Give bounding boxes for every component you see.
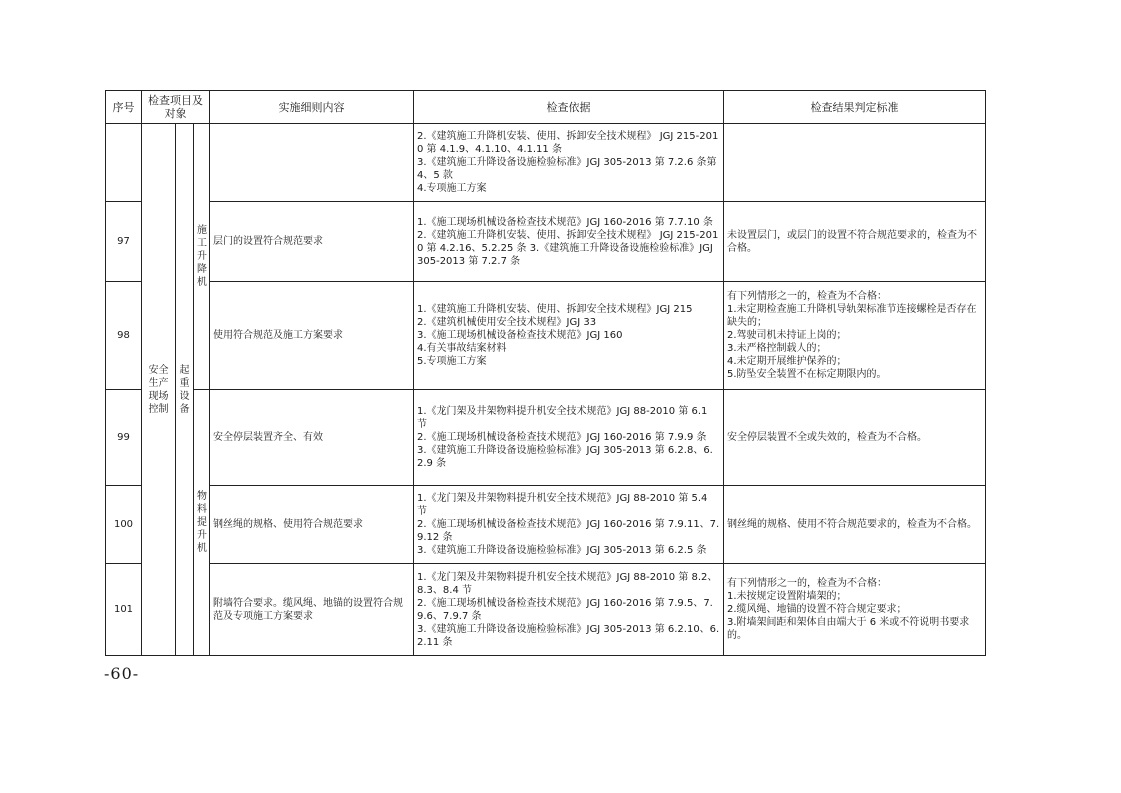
standard-line: 有下列情形之一的，检查为不合格： bbox=[727, 578, 887, 589]
standard-cell bbox=[724, 564, 986, 656]
equipment-cell: 起重设备 bbox=[176, 124, 194, 656]
basis-cell bbox=[414, 564, 724, 656]
basis-line: 3.《建筑施工升降设备设施检验标准》JGJ 305-2013 第 6.2.8、6.2.9 条 bbox=[417, 445, 713, 469]
detail-cell: 安全停层装置齐全、有效 bbox=[210, 390, 414, 486]
row-number bbox=[106, 124, 142, 202]
basis-line: 1.《施工现场机械设备检查技术规范》JGJ 160-2016 第 7.7.10 条 bbox=[417, 216, 713, 228]
standard-line: 5.防坠安全装置不在标定期限内的。 bbox=[727, 369, 887, 380]
header-seq: 序号 bbox=[106, 91, 142, 124]
inspection-table bbox=[105, 90, 986, 656]
basis-line: 1.《龙门架及井架物料提升机安全技术规范》JGJ 88-2010 第 8.2、8.3、8.4 节 bbox=[417, 571, 718, 596]
header-basis: 检查依据 bbox=[414, 91, 724, 124]
basis-line: 2.《施工现场机械设备检查技术规范》JGJ 160-2016 第 7.9.5、7.9.6、7.9.7 条 bbox=[417, 597, 713, 622]
material-hoist-cell: 物料提升机 bbox=[194, 390, 210, 656]
standard-line: 2.驾驶司机未持证上岗的； bbox=[727, 330, 847, 341]
table-row bbox=[106, 202, 986, 282]
standard-line: 3.未严格控制载人的； bbox=[727, 343, 827, 354]
standard-cell bbox=[724, 390, 986, 486]
header-detail: 实施细则内容 bbox=[210, 91, 414, 124]
standard-line: 2.缆风绳、地锚的设置不符合规定要求； bbox=[727, 604, 907, 615]
standard-cell bbox=[724, 486, 986, 564]
standard-line: 钢丝绳的规格、使用不符合规范要求的，检查为不合格。 bbox=[727, 519, 977, 530]
standard-line: 有下列情形之一的，检查为不合格： bbox=[727, 291, 887, 302]
basis-line: 1.《龙门架及井架物料提升机安全技术规范》JGJ 88-2010 第 6.1 节 bbox=[417, 406, 708, 430]
basis-cell bbox=[414, 486, 724, 564]
standard-cell bbox=[724, 124, 986, 202]
header-standard: 检查结果判定标准 bbox=[724, 91, 986, 124]
basis-line: 2.《施工现场机械设备检查技术规范》JGJ 160-2016 第 7.9.11、7.9.12 条 bbox=[417, 519, 720, 543]
standard-line: 1.未定期检查施工升降机导轨架标准节连接螺栓是否存在缺失的； bbox=[727, 304, 977, 328]
basis-line: 2.《建筑施工升降机安装、使用、拆卸安全技术规程》 JGJ 215-2010 第 4.2.16、5.2.25 条 3.《建筑施工升降设备设施检验标准》JGJ 305-2013 第 7.2.7 条 bbox=[417, 229, 719, 267]
basis-line: 1.《建筑施工升降机安装、使用、拆卸安全技术规程》JGJ 215 bbox=[417, 304, 693, 315]
basis-line: 2.《施工现场机械设备检查技术规范》JGJ 160-2016 第 7.9.9 条 bbox=[417, 432, 707, 443]
row-number: 101 bbox=[106, 564, 142, 656]
basis-cell bbox=[414, 390, 724, 486]
category-cell: 安全生产现场控制 bbox=[142, 124, 176, 656]
basis-line: 3.《建筑施工升降设备设施检验标准》JGJ 305-2013 第 6.2.5 条 bbox=[417, 545, 707, 556]
basis-cell bbox=[414, 202, 724, 282]
detail-cell: 钢丝绳的规格、使用符合规范要求 bbox=[210, 486, 414, 564]
detail-cell: 使用符合规范及施工方案要求 bbox=[210, 282, 414, 390]
basis-cell bbox=[414, 124, 724, 202]
standard-line: 3.附墙架间距和架体自由端大于 6 米或不符说明书要求的。 bbox=[727, 617, 970, 641]
basis-line: 4.有关事故结案材料 bbox=[417, 343, 507, 354]
detail-cell bbox=[210, 124, 414, 202]
header-item: 检查项目及对象 bbox=[142, 91, 210, 124]
detail-cell: 层门的设置符合规范要求 bbox=[210, 202, 414, 282]
basis-line: 3.《建筑施工升降设备设施检验标准》JGJ 305-2013 第 7.2.6 条第 4、5 款 bbox=[417, 157, 717, 181]
standard-cell bbox=[724, 202, 986, 282]
standard-cell bbox=[724, 282, 986, 390]
table-row bbox=[106, 282, 986, 390]
table-row bbox=[106, 486, 986, 564]
basis-line: 4.专项施工方案 bbox=[417, 183, 487, 194]
row-number: 98 bbox=[106, 282, 142, 390]
header-row bbox=[106, 91, 986, 124]
hoist-cell: 施工升降机 bbox=[194, 124, 210, 390]
detail-cell: 附墙符合要求。缆风绳、地锚的设置符合规范及专项施工方案要求 bbox=[210, 564, 414, 656]
row-number: 99 bbox=[106, 390, 142, 486]
standard-line: 4.未定期开展维护保养的； bbox=[727, 356, 847, 367]
basis-line: 1.《龙门架及井架物料提升机安全技术规范》JGJ 88-2010 第 5.4 节 bbox=[417, 493, 708, 517]
row-number: 97 bbox=[106, 202, 142, 282]
table-row bbox=[106, 124, 986, 202]
basis-line: 5.专项施工方案 bbox=[417, 356, 487, 367]
basis-line: 3.《建筑施工升降设备设施检验标准》JGJ 305-2013 第 6.2.10、6.2.11 条 bbox=[417, 623, 720, 648]
basis-line: 2.《建筑机械使用安全技术规程》JGJ 33 bbox=[417, 317, 597, 328]
basis-line: 2.《建筑施工升降机安装、使用、拆卸安全技术规程》 JGJ 215-2010 第 4.1.9、4.1.10、4.1.11 条 bbox=[417, 131, 719, 155]
standard-line: 安全停层装置不全或失效的，检查为不合格。 bbox=[727, 432, 927, 443]
table-row bbox=[106, 564, 986, 656]
row-number: 100 bbox=[106, 486, 142, 564]
table-row bbox=[106, 390, 986, 486]
standard-line: 1.未按规定设置附墙架的； bbox=[727, 591, 847, 602]
basis-cell bbox=[414, 282, 724, 390]
basis-line: 3.《施工现场机械设备检查技术规范》JGJ 160 bbox=[417, 330, 623, 341]
standard-line: 未设置层门，或层门的设置不符合规范要求的，检查为不合格。 bbox=[727, 229, 977, 254]
page-number: -60- bbox=[104, 664, 140, 683]
